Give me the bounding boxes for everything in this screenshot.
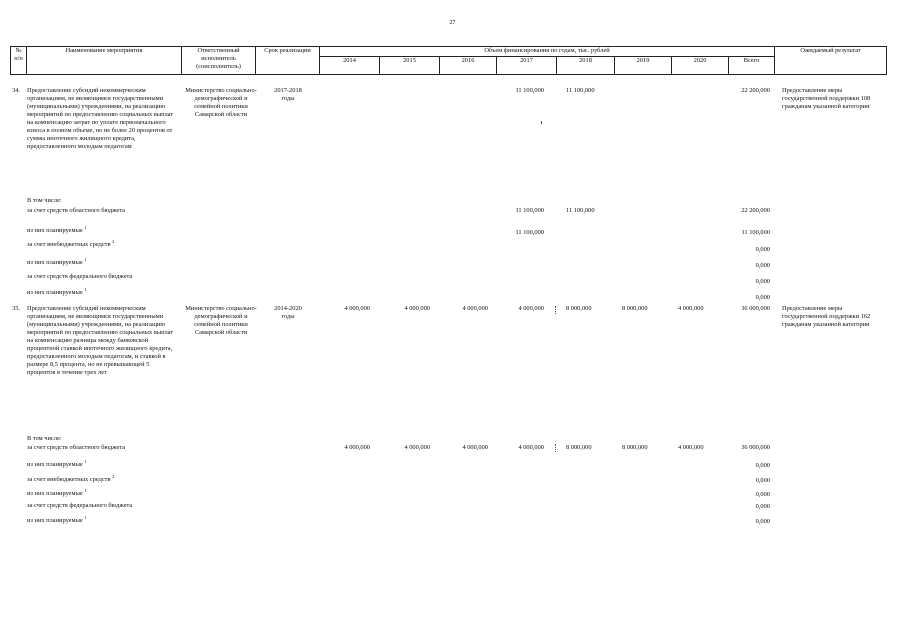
incl-label: В том числе: [27, 435, 62, 442]
col-num-header: № п/п [11, 47, 27, 75]
sub-label: из них планируемые $^1$ [27, 256, 87, 266]
year-header: 2014 [320, 57, 380, 75]
col-finance-header: Объем финансирования по годам, тыс. рублей [320, 47, 775, 57]
row-number: 34. [12, 87, 20, 94]
col-name-header: Наименование мероприятия [27, 47, 182, 75]
sub-value-2018: 11 100,000 [566, 207, 595, 214]
sub-value-total: 0,000 [755, 294, 770, 301]
value-2014: 4 000,000 [344, 305, 370, 312]
sub-label: за счет внебюджетных средств $^2$ [27, 473, 115, 483]
sub-value-total: 11 100,000 [741, 229, 770, 236]
row-number: 35. [12, 305, 20, 312]
sub-value-total: 0,000 [755, 518, 770, 525]
sub-value-2019: 8 000,000 [622, 444, 648, 451]
year-header: 2015 [380, 57, 440, 75]
sub-label: за счет средств федерального бюджета [27, 502, 133, 509]
sub-value-2017: 11 100,000 [515, 207, 544, 214]
year-header: 2016 [440, 57, 497, 75]
row-name: Предоставление субсидий некоммерческим организациям, не являющимся государственными (муниципальными) учреждениями, на реализацию мероприятий по предоставлению социальных выплат на компенсацию разницы между банковской процентной ставкой ипотечного жилищного кредита, предоставленного молодым педагогам, и ставкой в размере 8,5 процента, но не превышающей 5 процентов в течение трех лет [27, 305, 174, 376]
year-header: Всего [729, 57, 775, 75]
scan-mark [541, 121, 542, 124]
sub-label: из них планируемые $^1$ [27, 458, 87, 468]
sub-value-total: 0,000 [755, 278, 770, 285]
value-2015: 4 000,000 [404, 305, 430, 312]
value-2020: 4 000,000 [678, 305, 704, 312]
sub-value-2016: 4 000,000 [462, 444, 488, 451]
scan-mark [555, 444, 557, 452]
col-resp-header: Ответственный исполнитель (соисполнитель) [182, 47, 256, 75]
year-header: 2019 [615, 57, 672, 75]
sub-value-2015: 4 000,000 [404, 444, 430, 451]
sub-label: за счет средств федерального бюджета [27, 273, 133, 280]
value-2018: 11 100,000 [566, 87, 595, 94]
row-name: Предоставление субсидий некоммерческим организациям, не являющимся государственными (муниципальными) учреждениями, на реализацию мероприятий по предоставлению социальных выплат на компенсацию затрат по уплате первоначального взноса в полном объеме, но не более 20 процентов от суммы ипотечного жилищного кредита, предоставленного молодым педагогам [27, 87, 174, 150]
sub-value-total: 36 000,000 [741, 444, 770, 451]
sub-value-total: 0,000 [755, 477, 770, 484]
sub-label: из них планируемые $^1$ [27, 224, 87, 234]
sub-value-2020: 4 000,000 [678, 444, 704, 451]
incl-label: В том числе: [27, 197, 62, 204]
value-2016: 4 000,000 [462, 305, 488, 312]
value-2017: 11 100,000 [515, 87, 544, 94]
year-header: 2017 [497, 57, 557, 75]
sub-label: за счет средств областного бюджета [27, 207, 126, 214]
row-result: Предоставление меры государственной поддержки 162 гражданам указанной категории [782, 305, 871, 328]
sub-label: за счет средств областного бюджета [27, 444, 126, 451]
year-header: 2018 [557, 57, 615, 75]
sub-label: из них планируемые $^1$ [27, 286, 87, 296]
sub-label: из них планируемые $^1$ [27, 514, 87, 524]
col-term-header: Срок реализации [256, 47, 320, 75]
sub-value-total: 0,000 [755, 462, 770, 469]
page-number: 27 [449, 20, 456, 26]
sub-label: из них планируемые $^1$ [27, 487, 87, 497]
scan-mark [555, 306, 557, 314]
row-responsible: Министерство социально-демографической и семейной политики Самарской области [185, 305, 257, 336]
value-2017: 4 000,000 [518, 305, 544, 312]
col-result-header: Ожидаемый результат [775, 47, 887, 75]
sub-value-2014: 4 000,000 [344, 444, 370, 451]
sub-value-2017: 4 000,000 [518, 444, 544, 451]
sub-value-total: 0,000 [755, 503, 770, 510]
value-2018: 8 000,000 [566, 305, 592, 312]
row-term: 2017-2018 годы [274, 87, 302, 102]
sub-value-total: 0,000 [755, 262, 770, 269]
sub-value-total: 0,000 [755, 491, 770, 498]
row-term: 2014-2020 годы [274, 305, 302, 320]
row-responsible: Министерство социально-демографической и семейной политики Самарской области [185, 87, 257, 118]
value-2019: 8 000,000 [622, 305, 648, 312]
sub-value-total: 22 200,000 [741, 207, 770, 214]
sub-value-2017: 11 100,000 [515, 229, 544, 236]
row-result: Предоставление меры государственной поддержки 108 гражданам указанной категории [782, 87, 871, 110]
value-total: 22 200,000 [741, 87, 770, 94]
year-header: 2020 [672, 57, 729, 75]
sub-value-2018: 8 000,000 [566, 444, 592, 451]
sub-label: за счет внебюджетных средств $^2$ [27, 238, 115, 248]
sub-value-total: 0,000 [755, 246, 770, 253]
value-total: 36 000,000 [741, 305, 770, 312]
